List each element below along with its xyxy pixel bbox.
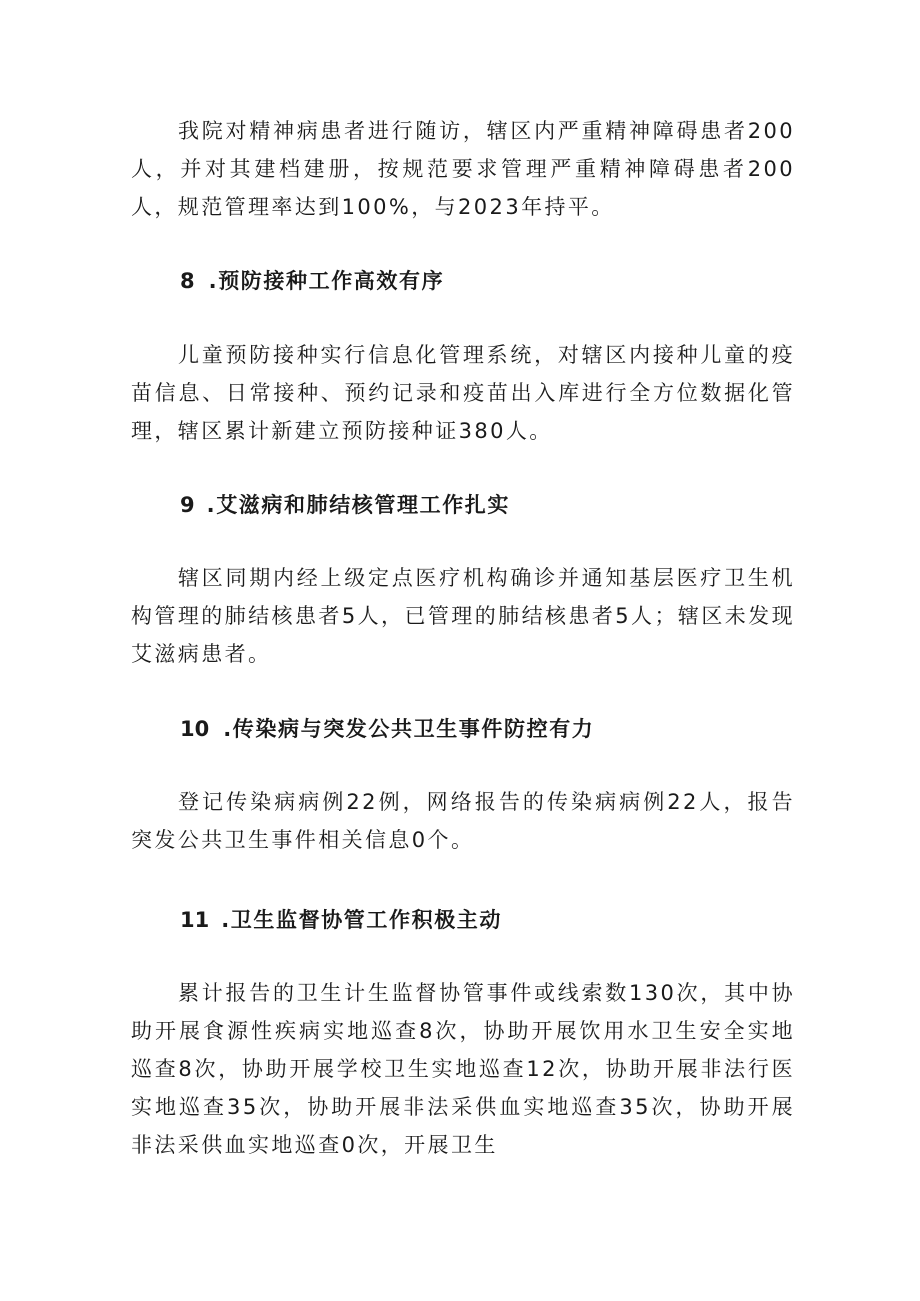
heading-vaccination xyxy=(180,266,800,296)
heading-title: .艾滋病和肺结核管理工作扎实 xyxy=(206,493,511,517)
heading-title: .卫生监督协管工作积极主动 xyxy=(221,908,503,932)
heading-aids-tb xyxy=(180,490,800,520)
heading-number: 10 xyxy=(180,717,210,741)
heading-number: 8 xyxy=(180,269,195,293)
heading-number: 9 xyxy=(180,493,195,517)
heading-title: .传染病与突发公共卫生事件防控有力 xyxy=(223,717,595,741)
paragraph-health-supervision: 累计报告的卫生计生监督协管事件或线索数130次，其中协助开展食源性疾病实地巡查8次，协助开展饮用水卫生安全实地巡查8次，协助开展学校卫生实地巡查12次，协助开展非法行医实地巡查35次，协助开展非法采供血实地巡查35次，协助开展非法采供血实地巡查0次，开展卫生 xyxy=(131,981,795,1157)
paragraph-mental-health: 我院对精神病患者进行随访，辖区内严重精神障碍患者200人，并对其建档建册，按规范要求管理严重精神障碍患者200人，规范管理率达到100%，与2023年持平。 xyxy=(131,119,795,219)
paragraph-infectious-disease: 登记传染病病例22例，网络报告的传染病病例22人，报告突发公共卫生事件相关信息0个。 xyxy=(131,790,795,852)
paragraph-vaccination: 儿童预防接种实行信息化管理系统，对辖区内接种儿童的疫苗信息、日常接种、预约记录和疫苗出入库进行全方位数据化管理，辖区累计新建立预防接种证380人。 xyxy=(131,343,795,443)
heading-number: 11 xyxy=(180,908,210,932)
heading-title: .预防接种工作高效有序 xyxy=(208,269,445,293)
heading-health-supervision xyxy=(180,905,800,935)
paragraph-aids-tb: 辖区同期内经上级定点医疗机构确诊并通知基层医疗卫生机构管理的肺结核患者5人，已管理的肺结核患者5人；辖区未发现艾滋病患者。 xyxy=(131,566,795,666)
heading-infectious-disease xyxy=(180,714,800,744)
